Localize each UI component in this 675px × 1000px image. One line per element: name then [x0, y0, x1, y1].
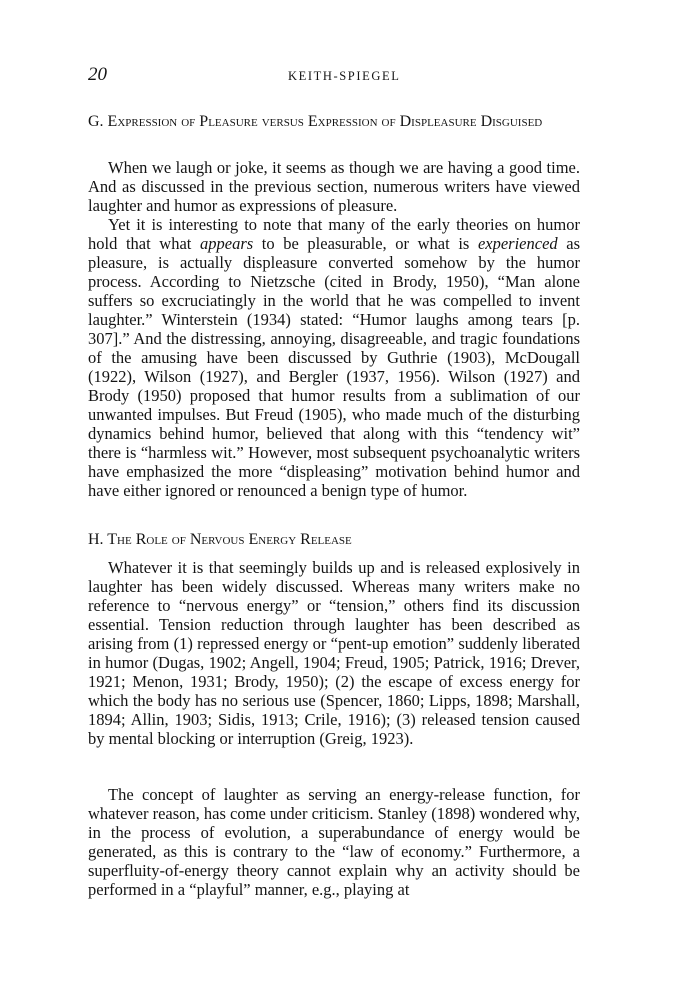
- running-head: KEITH-SPIEGEL: [288, 69, 401, 83]
- page-header: [88, 63, 580, 89]
- page-number: 20: [88, 64, 107, 85]
- paragraph-text-start: Yet it is interesting to note that many of the early theories on humor hold that what: [88, 215, 580, 253]
- section-heading-g: G. Expression of Pleasure versus Expression of Displeasure Disguised: [88, 113, 543, 130]
- paragraph-text-end: as pleasure, is actually displeasure converted somehow by the humor process. According to Nietzsche (cited in Brody, 1950), “Man alone suffers so excruciatingly in the world that he was compelled to invent laughter.” Winterstein (1934) stated: “Humor laughs among tears [p. 307].” And the distressing, annoying, disagreeable, and tragic foundations of the amusing have been discussed by Guthrie (1903), McDougall (1922), Wilson (1927), and Bergler (1937, 1956). Wilson (1927) and Brody (1950) proposed that humor results from a sublimation of our unwanted impulses. But Freud (1905), who made much of the disturbing dynamics behind humor, believed that along with this “tendency wit” there is “harmless wit.” However, most subsequent psychoanalytic writers have emphasized the more “displeasing” motivation behind humor and have either ignored or renounced a benign type of humor.: [88, 234, 581, 500]
- paragraph-energy-criticism: The concept of laughter as serving an energy-release function, for whatever reason, has come under criticism. Stanley (1898) wondered why, in the process of evolution, a superabundance of energy would be generated, as this is contrary to the “law of economy.” Furthermore, a superfluity-of-energy theory cannot explain why an activity should be performed in a “playful” manner, e.g., playing at: [88, 785, 580, 899]
- emphasis-appears: appears: [200, 234, 254, 253]
- emphasis-experienced: experienced: [477, 234, 558, 253]
- paragraph-displeasure-theories: [88, 215, 580, 500]
- section-heading-h: H. The Role of Nervous Energy Release: [88, 531, 352, 548]
- paragraph-energy-release: Whatever it is that seemingly builds up and is released explosively in laughter has been widely discussed. Whereas many writers make no reference to “nervous energy” or “tension,” others find its discussion essential. Tension reduction through laughter has been described as arising from (1) repressed energy or “pent-up emotion” suddenly liberated in humor (Dugas, 1902; Angell, 1904; Freud, 1905; Patrick, 1916; Drever, 1921; Menon, 1931; Brody, 1950); (2) the escape of excess energy for which the body has no serious use (Spencer, 1860; Lipps, 1898; Marshall, 1894; Allin, 1903; Sidis, 1913; Crile, 1916); (3) released tension caused by mental blocking or interruption (Greig, 1923).: [88, 558, 580, 748]
- paragraph-text-middle: to be pleasurable, or what is: [253, 234, 478, 253]
- paragraph-pleasure-intro: When we laugh or joke, it seems as though we are having a good time. And as discussed in the previous section, numerous writers have viewed laughter and humor as expressions of pleasure.: [88, 158, 580, 215]
